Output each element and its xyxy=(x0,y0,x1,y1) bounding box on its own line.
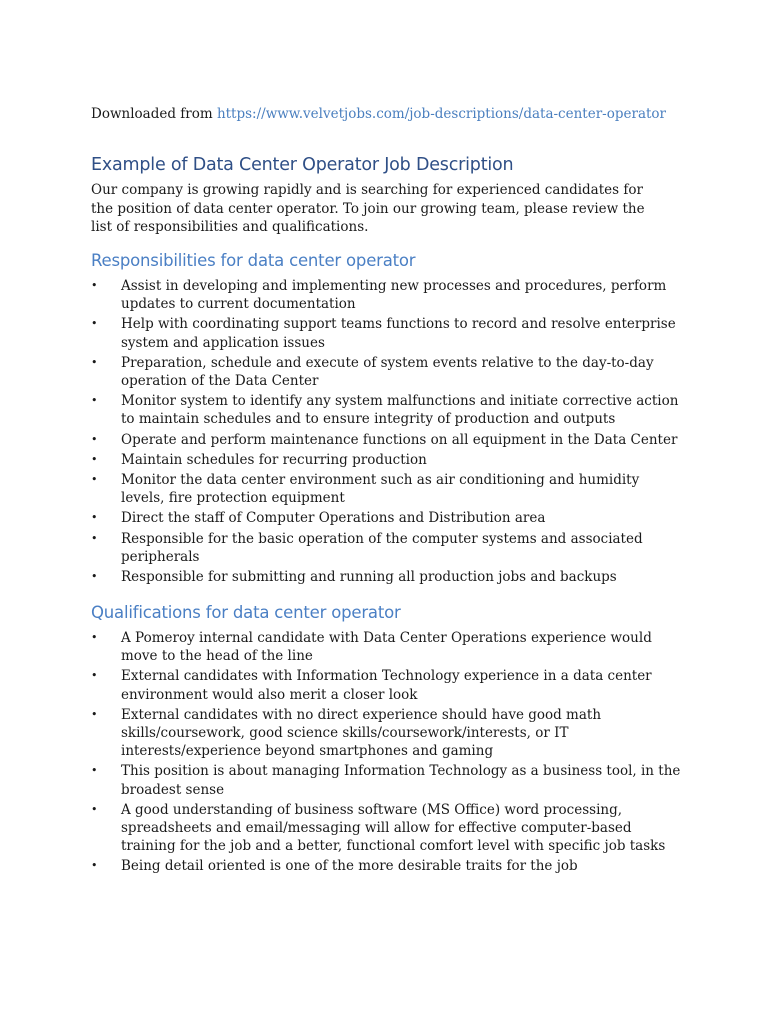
bullet-icon: • xyxy=(91,394,98,408)
responsibilities-heading: Responsibilities for data center operator xyxy=(91,251,416,270)
list-item xyxy=(91,706,681,761)
list-item xyxy=(91,667,681,703)
list-item-text: Being detail oriented is one of the more desirable traits for the job xyxy=(121,858,578,875)
bullet-icon: • xyxy=(91,707,98,721)
bullet-icon: • xyxy=(91,764,98,778)
bullet-icon: • xyxy=(91,432,98,446)
list-item xyxy=(91,392,681,428)
bullet-icon: • xyxy=(91,355,98,369)
list-item xyxy=(91,568,681,586)
list-item-text: Help with coordinating support teams functions to record and resolve enterprise system and application issues xyxy=(121,316,676,351)
bullet-icon: • xyxy=(91,859,98,873)
list-item xyxy=(91,629,681,665)
list-item-text: Responsible for submitting and running all production jobs and backups xyxy=(121,569,617,586)
list-item-text: External candidates with no direct experience should have good math skills/coursework, good science skills/coursework/interests, or IT interests/experience beyond smartphones and gaming xyxy=(121,706,602,760)
bullet-icon: • xyxy=(91,473,98,487)
list-item xyxy=(91,801,681,856)
bullet-icon: • xyxy=(91,631,98,644)
page-title: Example of Data Center Operator Job Description xyxy=(91,155,514,175)
bullet-icon: • xyxy=(91,531,98,545)
source-link[interactable]: https://www.velvetjobs.com/job-descriptions/data-center-operator xyxy=(216,106,666,122)
list-item-text: A Pomeroy internal candidate with Data Center Operations experience would move to the head of the line xyxy=(121,630,652,665)
qualifications-heading: Qualifications for data center operator xyxy=(91,603,401,622)
bullet-icon: • xyxy=(91,669,98,683)
list-item xyxy=(91,354,681,390)
list-item-text: This position is about managing Information Technology as a business tool, in the broadest sense xyxy=(121,763,681,798)
list-item-text: Assist in developing and implementing new processes and procedures, perform updates to current documentation xyxy=(121,278,667,313)
list-item xyxy=(91,530,681,566)
responsibilities-list xyxy=(91,277,681,588)
list-item xyxy=(91,857,681,875)
list-item-text: Direct the staff of Computer Operations and Distribution area xyxy=(121,510,546,527)
list-item-text: Maintain schedules for recurring production xyxy=(121,451,427,468)
bullet-icon: • xyxy=(91,279,98,292)
list-item xyxy=(91,431,681,449)
bullet-icon: • xyxy=(91,802,98,816)
bullet-icon: • xyxy=(91,570,98,584)
list-item-text: A good understanding of business software (MS Office) word processing, spreadsheets and email/messaging will allow for effective computer-based training for the job and a better, functional comfort level with specific job tasks xyxy=(121,801,666,855)
downloaded-prefix: Downloaded from xyxy=(91,106,217,122)
bullet-icon: • xyxy=(91,317,98,331)
bullet-icon: • xyxy=(91,452,98,466)
list-item xyxy=(91,277,681,313)
list-item-text: Monitor system to identify any system malfunctions and initiate corrective action to maintain schedules and to ensure integrity of production and outputs xyxy=(121,393,679,428)
list-item-text: Responsible for the basic operation of the computer systems and associated peripherals xyxy=(121,530,643,565)
list-item-text: Operate and perform maintenance functions on all equipment in the Data Center xyxy=(121,431,678,448)
list-item xyxy=(91,509,681,527)
source-line xyxy=(91,105,666,123)
bullet-icon: • xyxy=(91,511,98,525)
list-item xyxy=(91,451,681,469)
qualifications-list xyxy=(91,629,681,878)
intro-paragraph: Our company is growing rapidly and is searching for experienced candidates for the position of data center operator. To join our growing team, please review the list of responsibilities and qualifications. xyxy=(91,182,645,235)
list-item-text: External candidates with Information Technology experience in a data center environment would also merit a closer look xyxy=(121,668,652,703)
list-item xyxy=(91,315,681,351)
list-item-text: Preparation, schedule and execute of system events relative to the day-to-day operation of the Data Center xyxy=(121,354,654,390)
list-item xyxy=(91,471,681,507)
list-item xyxy=(91,762,681,798)
list-item-text: Monitor the data center environment such as air conditioning and humidity levels, fire protection equipment xyxy=(121,472,640,507)
